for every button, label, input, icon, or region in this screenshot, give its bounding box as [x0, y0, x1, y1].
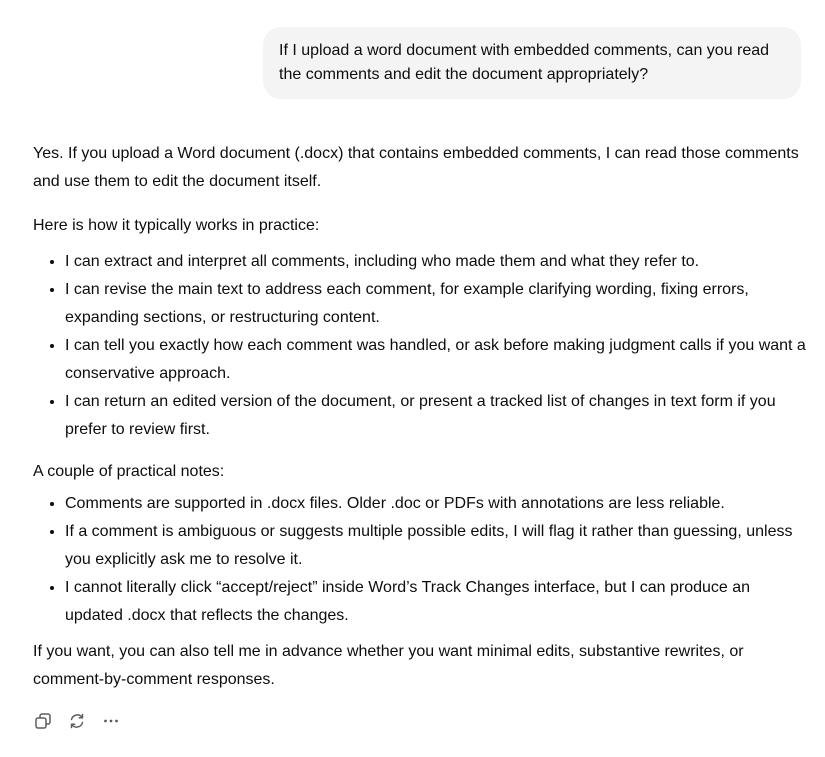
list-item: • If a comment is ambiguous or suggests multiple possible edits, I will flag it rather than guessing, unless you explicitly ask me to resolve it. — [65, 518, 808, 574]
list-item: • I can tell you exactly how each comment was handled, or ask before making judgment calls if you want a conservative approach. — [65, 332, 808, 388]
capabilities-list — [33, 248, 808, 444]
list-item: • I can extract and interpret all comments, including who made them and what they refer to. — [65, 248, 808, 276]
copy-icon — [34, 712, 52, 730]
more-icon — [102, 712, 120, 730]
user-message-text: If I upload a word document with embedded comments, can you read the comments and edit the document appropriately? — [279, 42, 770, 83]
list-item: • Comments are supported in .docx files. Older .doc or PDFs with annotations are less reliable. — [65, 490, 808, 518]
user-message-bubble — [263, 27, 801, 99]
more-button[interactable] — [101, 711, 121, 731]
regenerate-button[interactable] — [67, 711, 87, 731]
notes-intro: A couple of practical notes: — [33, 463, 225, 480]
assistant-message — [33, 140, 808, 710]
assistant-paragraph: Yes. If you upload a Word document (.docx) that contains embedded comments, I can read those comments and use them to edit the document itself. — [33, 145, 799, 190]
regenerate-icon — [68, 712, 86, 730]
notes-list — [33, 490, 808, 630]
assistant-closing: If you want, you can also tell me in advance whether you want minimal edits, substantive rewrites, or comment-by-comment responses. — [33, 643, 744, 688]
list-item: • I can return an edited version of the document, or present a tracked list of changes in text form if you prefer to review first. — [65, 388, 808, 444]
list-item: • I cannot literally click “accept/reject” inside Word’s Track Changes interface, but I can produce an updated .docx that reflects the changes. — [65, 574, 808, 630]
assistant-intro: Here is how it typically works in practice: — [33, 217, 320, 234]
copy-button[interactable] — [33, 711, 53, 731]
message-actions — [33, 710, 121, 732]
list-item: • I can revise the main text to address each comment, for example clarifying wording, fixing errors, expanding sections, or restructuring content. — [65, 276, 808, 332]
